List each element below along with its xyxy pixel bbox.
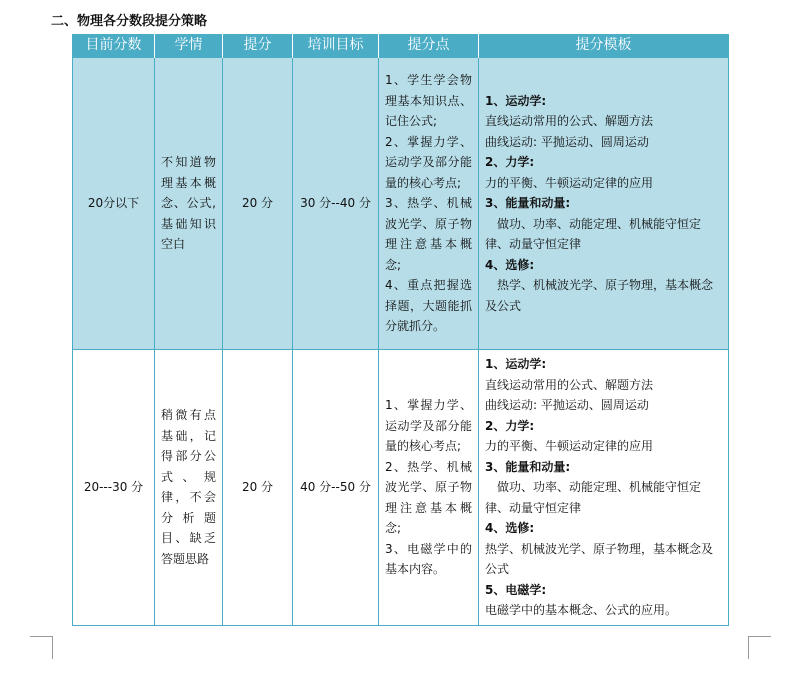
template-line: 做功、功率、动能定理、机械能守恒定律、动量守恒定律 bbox=[485, 216, 702, 252]
template-cell bbox=[479, 350, 729, 626]
crop-mark-left bbox=[30, 636, 53, 659]
point-item: 3、电磁学中的基本内容。 bbox=[385, 541, 472, 576]
target-cell: 40 分--50 分 bbox=[293, 350, 379, 626]
point-item: 2、掌握力学、运动学及部分能量的核心考点; bbox=[385, 134, 472, 190]
template-line: 力的平衡、牛顿运动定律的应用 bbox=[485, 175, 654, 190]
table-row bbox=[73, 58, 729, 350]
template-line: 电磁学中的基本概念、公式的应用。 bbox=[485, 603, 678, 617]
column-header-target: 培训目标 bbox=[293, 34, 379, 58]
template-heading: 4、选修: bbox=[485, 257, 535, 272]
strategy-table bbox=[72, 34, 729, 626]
situation-text: 不知道物理基本概念、公式,基础知识空白 bbox=[161, 155, 216, 252]
target-cell: 30 分--40 分 bbox=[293, 58, 379, 350]
point-item: 4、重点把握选择题，大题能抓分就抓分。 bbox=[385, 278, 472, 334]
template-cell bbox=[479, 58, 729, 350]
current-score-cell: 20---30 分 bbox=[73, 350, 155, 626]
table-row bbox=[73, 350, 729, 626]
crop-mark-right bbox=[748, 636, 771, 659]
point-item: 1、学生学会物理基本知识点、记住公式; bbox=[385, 73, 472, 129]
gain-cell: 20 分 bbox=[223, 350, 293, 626]
points-cell bbox=[379, 350, 479, 626]
template-heading: 1、运动学: bbox=[485, 93, 547, 108]
column-header-current-score: 目前分数 bbox=[73, 34, 155, 58]
template-heading: 3、能量和动量: bbox=[485, 459, 571, 474]
column-header-gain: 提分 bbox=[223, 34, 293, 58]
template-line: 曲线运动: 平抛运动、圆周运动 bbox=[485, 134, 649, 149]
table-header-row bbox=[73, 34, 729, 58]
template-heading: 2、力学: bbox=[485, 155, 535, 170]
template-heading: 1、运动学: bbox=[485, 357, 547, 371]
column-header-situation: 学情 bbox=[155, 34, 223, 58]
points-cell bbox=[379, 58, 479, 350]
template-heading: 2、力学: bbox=[485, 418, 535, 433]
template-line: 直线运动常用的公式、解题方法 bbox=[485, 114, 654, 129]
template-heading: 5、电磁学: bbox=[485, 582, 547, 597]
template-line: 热学、机械波光学、原子物理，基本概念及公式 bbox=[485, 278, 714, 313]
point-item: 3、热学、机械波光学、原子物理注意基本概念; bbox=[385, 196, 472, 272]
template-line: 曲线运动: 平抛运动、圆周运动 bbox=[485, 398, 649, 412]
point-item: 2、热学、机械波光学、原子物理注意基本概念; bbox=[385, 459, 472, 535]
column-header-template: 提分模板 bbox=[479, 34, 729, 58]
template-line: 直线运动常用的公式、解题方法 bbox=[485, 377, 654, 392]
template-line: 力的平衡、牛顿运动定律的应用 bbox=[485, 439, 654, 453]
situation-cell bbox=[155, 58, 223, 350]
situation-text: 稍微有点基础，记得部分公式、规律，不会分析题目、缺乏答题思路 bbox=[161, 408, 216, 566]
situation-cell bbox=[155, 350, 223, 626]
template-line: 做功、功率、动能定理、机械能守恒定律、动量守恒定律 bbox=[485, 480, 702, 515]
column-header-points: 提分点 bbox=[379, 34, 479, 58]
template-heading: 3、能量和动量: bbox=[485, 196, 571, 211]
template-heading: 4、选修: bbox=[485, 521, 535, 535]
gain-cell: 20 分 bbox=[223, 58, 293, 350]
current-score-cell: 20分以下 bbox=[73, 58, 155, 350]
template-line: 热学、机械波光学、原子物理，基本概念及公式 bbox=[485, 541, 714, 576]
point-item: 1、掌握力学、运动学及部分能量的核心考点; bbox=[385, 398, 472, 453]
section-title: 二、物理各分数段提分策略 bbox=[51, 14, 208, 29]
